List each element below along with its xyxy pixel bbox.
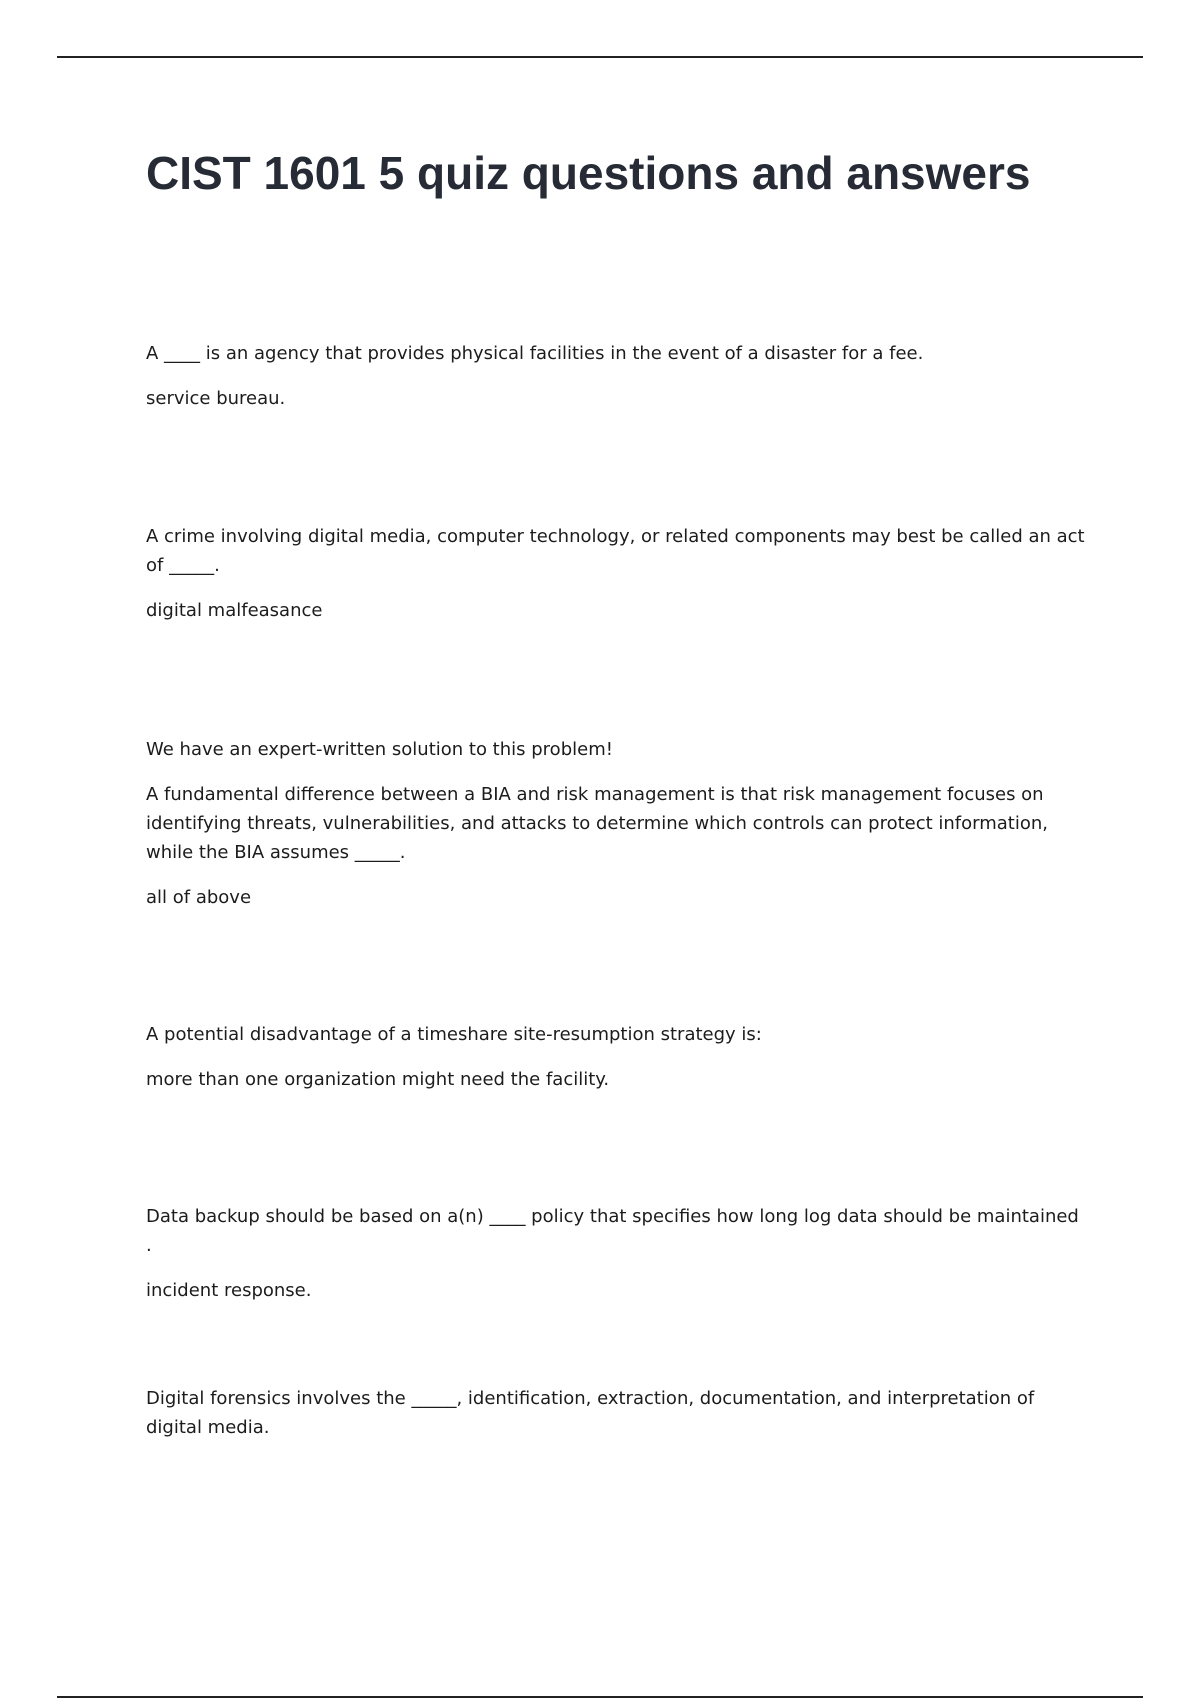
qa-item-1 bbox=[146, 339, 1086, 413]
answer-text: digital malfeasance bbox=[146, 600, 323, 621]
question-text: A crime involving digital media, computer technology, or related components may best be called an act of _____. bbox=[146, 526, 1085, 576]
qa-item-3 bbox=[146, 735, 1086, 912]
qa-item-2 bbox=[146, 522, 1086, 625]
question-text: A fundamental difference between a BIA and risk management is that risk management focuses on identifying threats, vulnerabilities, and attacks to determine which controls can protect information, while the BIA assumes _____. bbox=[146, 784, 1049, 863]
header-rule bbox=[57, 56, 1143, 58]
answer-text: service bureau. bbox=[146, 388, 286, 409]
question-text: Data backup should be based on a(n) ____ policy that specifies how long log data should be maintained . bbox=[146, 1206, 1079, 1256]
solution-note: We have an expert-written solution to this problem! bbox=[146, 739, 613, 760]
answer-text: incident response. bbox=[146, 1280, 312, 1301]
answer-text: more than one organization might need the facility. bbox=[146, 1069, 610, 1090]
qa-item-4 bbox=[146, 1020, 1086, 1094]
question-text: A potential disadvantage of a timeshare site-resumption strategy is: bbox=[146, 1024, 762, 1045]
question-text: Digital forensics involves the _____, identification, extraction, documentation, and interpretation of digital media. bbox=[146, 1388, 1035, 1438]
qa-item-5 bbox=[146, 1202, 1086, 1305]
question-text: A ____ is an agency that provides physical facilities in the event of a disaster for a fee. bbox=[146, 343, 924, 364]
qa-item-6 bbox=[146, 1384, 1086, 1442]
document-title: CIST 1601 5 quiz questions and answers bbox=[146, 147, 1031, 199]
answer-text: all of above bbox=[146, 887, 252, 908]
footer-rule bbox=[57, 1696, 1143, 1698]
